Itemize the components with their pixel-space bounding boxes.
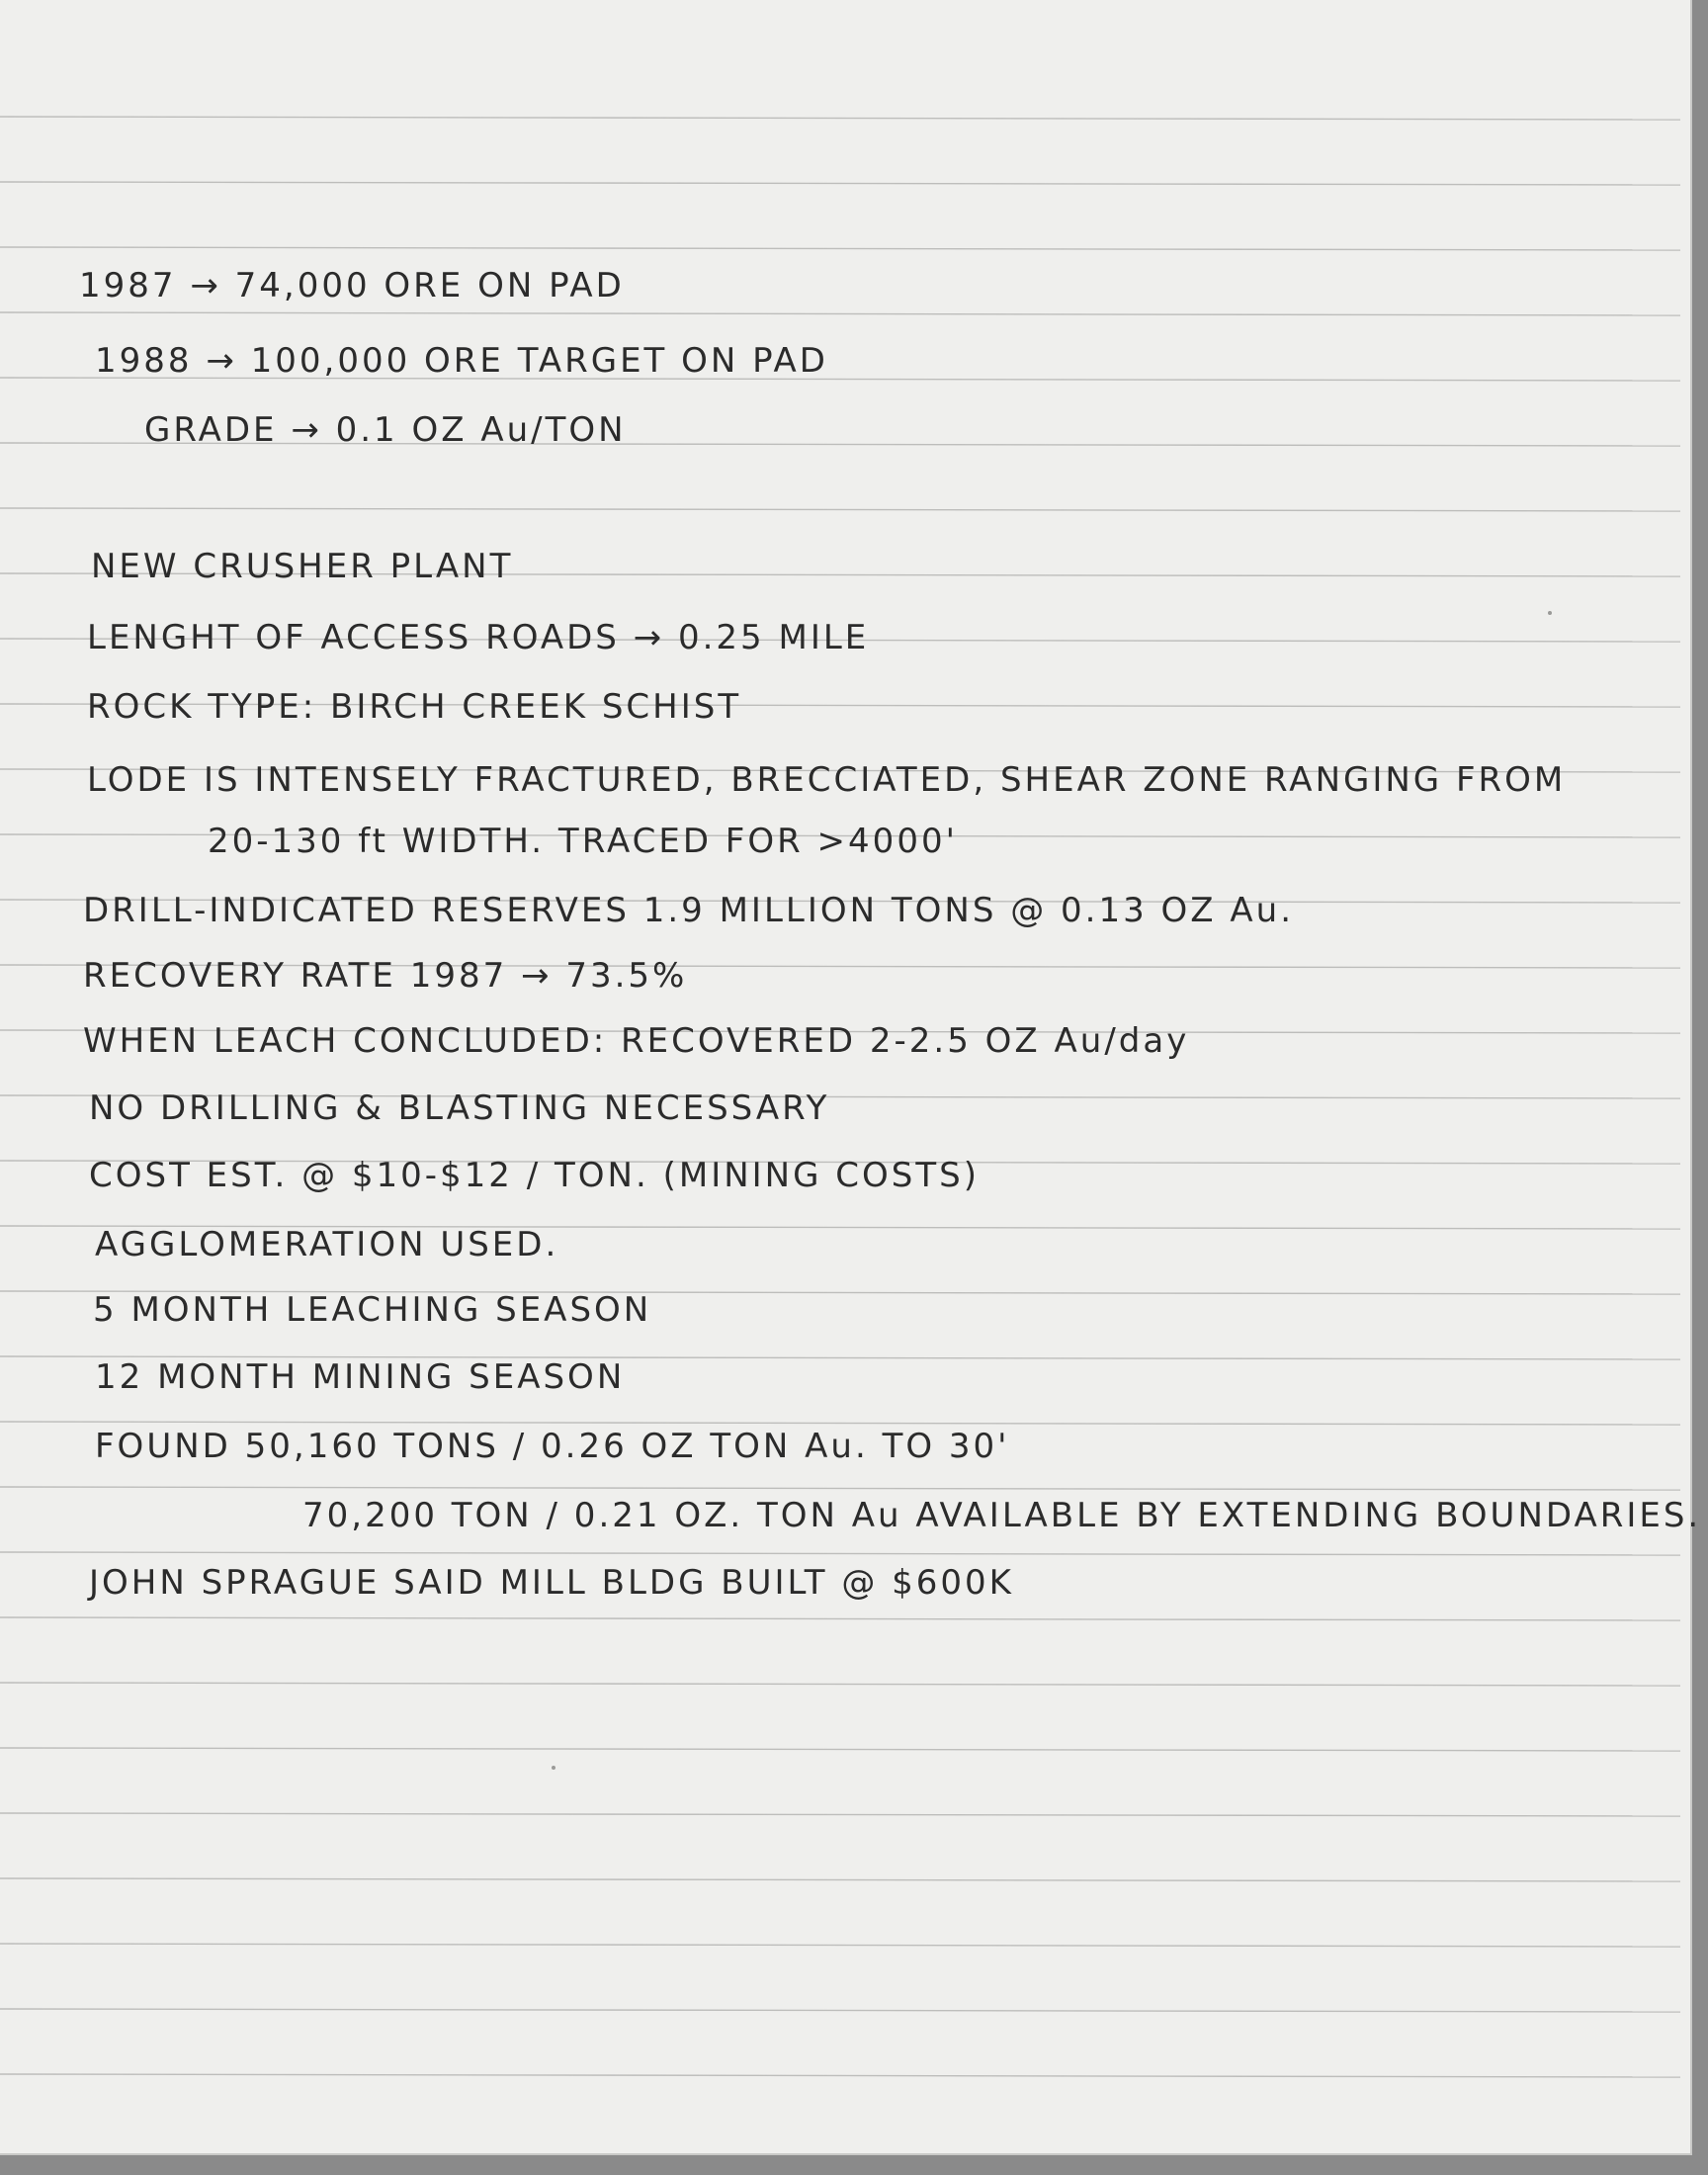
paper-speck [1548, 611, 1552, 615]
note-line-found: FOUND 50,160 TONS / 0.26 OZ TON Au. TO 30' [95, 1427, 1010, 1466]
note-line-lode-description: LODE IS INTENSELY FRACTURED, BRECCIATED, SHEAR ZONE RANGING FROM [87, 760, 1567, 800]
note-line-grade: GRADE → 0.1 OZ Au/TON [144, 410, 627, 450]
note-line-leach-concluded: WHEN LEACH CONCLUDED: RECOVERED 2-2.5 OZ Au/day [83, 1021, 1190, 1061]
note-line-lode-width: 20-130 ft WIDTH. TRACED FOR >4000' [208, 822, 958, 861]
note-line-mining-season: 12 MONTH MINING SEASON [95, 1357, 626, 1397]
note-line-1987-ore: 1987 → 74,000 ORE ON PAD [79, 266, 625, 305]
note-line-leaching-season: 5 MONTH LEACHING SEASON [93, 1290, 652, 1330]
note-line-cost-estimate: COST EST. @ $10-$12 / TON. (MINING COSTS) [89, 1156, 980, 1195]
note-line-reserves: DRILL-INDICATED RESERVES 1.9 MILLION TONS @ 0.13 OZ Au. [83, 891, 1295, 930]
note-line-recovery-rate: RECOVERY RATE 1987 → 73.5% [83, 956, 688, 996]
note-line-crusher-plant: NEW CRUSHER PLANT [91, 547, 514, 586]
note-line-available: 70,200 TON / 0.21 OZ. TON Au AVAILABLE BY EXTENDING BOUNDARIES. [302, 1496, 1702, 1535]
note-line-access-roads: LENGHT OF ACCESS ROADS → 0.25 MILE [87, 618, 870, 657]
paper-speck [552, 1766, 555, 1770]
note-line-no-drilling: NO DRILLING & BLASTING NECESSARY [89, 1088, 830, 1128]
note-line-mill-building: JOHN SPRAGUE SAID MILL BLDG BUILT @ $600K [89, 1563, 1014, 1603]
note-line-rock-type: ROCK TYPE: BIRCH CREEK SCHIST [87, 687, 742, 727]
note-line-1988-target: 1988 → 100,000 ORE TARGET ON PAD [95, 341, 828, 381]
note-line-agglomeration: AGGLOMERATION USED. [95, 1225, 559, 1264]
